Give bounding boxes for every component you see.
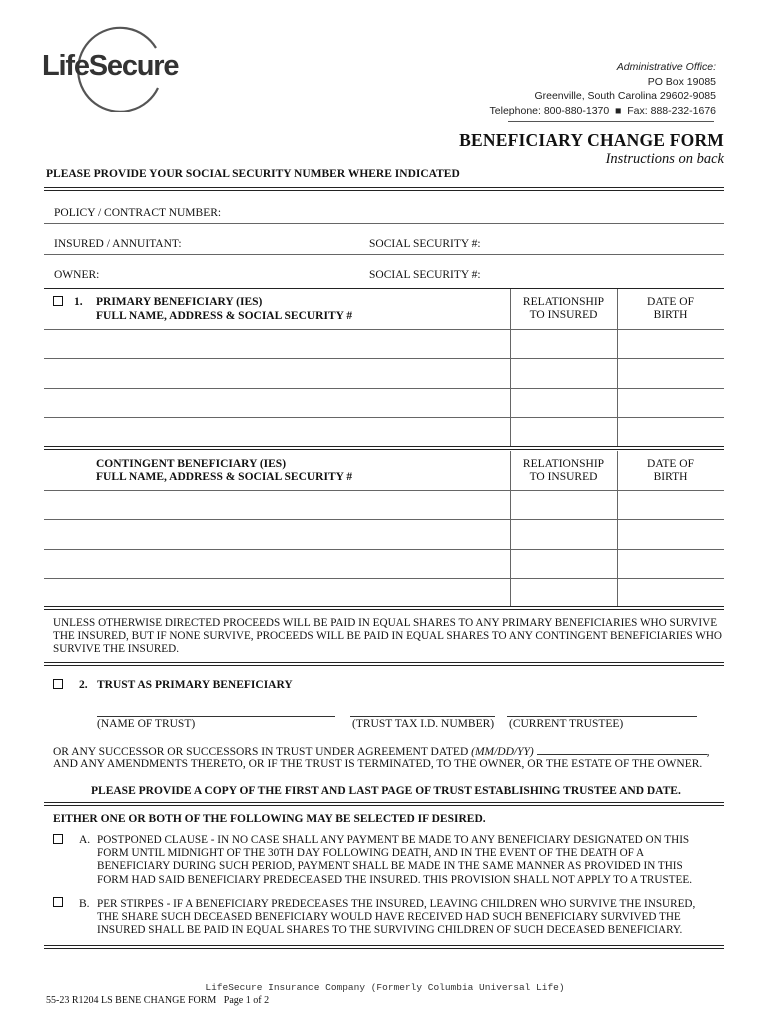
table-row[interactable] — [44, 519, 724, 520]
option-a-letter: A. — [79, 834, 91, 846]
table-row[interactable] — [44, 578, 724, 579]
page-number: Page 1 of 2 — [223, 995, 270, 1006]
section-divider — [44, 606, 724, 610]
policy-number-field[interactable] — [44, 223, 724, 224]
owner-label: OWNER: — [54, 269, 100, 281]
dob-line1: DATE OF — [647, 458, 694, 470]
form-code: 55-23 R1204 LS BENE CHANGE FORM — [46, 995, 217, 1006]
section-divider — [44, 187, 724, 191]
table-row[interactable] — [44, 549, 724, 550]
option-b-letter: B. — [79, 898, 90, 910]
table-column-divider — [617, 289, 618, 447]
primary-title: PRIMARY BENEFICIARY (IES) — [96, 296, 263, 308]
successor-line-2: AND ANY AMENDMENTS THERETO, OR IF THE TRUST IS TERMINATED, TO THE OWNER, OR THE ESTATE OF THE OWNER. — [53, 758, 703, 770]
agreement-date-field[interactable] — [537, 745, 707, 755]
trust-name-field[interactable] — [97, 716, 335, 717]
relationship-line2: TO INSURED — [529, 309, 598, 321]
contingent-dob-header — [617, 458, 724, 484]
primary-number: 1. — [74, 296, 83, 308]
company-logo — [42, 26, 192, 112]
per-stirpes-checkbox[interactable] — [53, 897, 63, 907]
fax: Fax: 888-232-1676 — [627, 104, 716, 117]
table-row[interactable] — [44, 490, 724, 491]
insured-label: INSURED / ANNUITANT: — [54, 238, 182, 250]
contingent-relationship-header — [510, 458, 617, 484]
trust-tax-id-field[interactable] — [350, 716, 495, 717]
trust-title: TRUST AS PRIMARY BENEFICIARY — [97, 679, 293, 691]
table-row[interactable] — [44, 329, 724, 330]
trust-number: 2. — [79, 679, 88, 691]
footer-company: LifeSecure Insurance Company (Formerly Columbia Universal Life) — [205, 982, 565, 993]
table-column-divider — [510, 451, 511, 606]
primary-dob-header — [617, 296, 724, 322]
successor-comma: , — [706, 746, 710, 758]
contingent-subtitle: FULL NAME, ADDRESS & SOCIAL SECURITY # — [96, 471, 353, 483]
table-row[interactable] — [44, 388, 724, 389]
current-trustee-field[interactable] — [507, 716, 697, 717]
primary-relationship-header — [510, 296, 617, 322]
po-box: PO Box 19085 — [647, 75, 716, 88]
office-label: Administrative Office: — [616, 61, 716, 73]
section-divider — [44, 446, 724, 450]
owner-ssn-label: SOCIAL SECURITY #: — [369, 269, 481, 281]
trust-checkbox[interactable] — [53, 679, 63, 689]
current-trustee-label: (CURRENT TRUSTEE) — [509, 718, 624, 730]
office-address — [490, 60, 716, 118]
separator-square-icon: ■ — [612, 104, 625, 117]
trust-name-label: (NAME OF TRUST) — [97, 718, 196, 730]
policy-number-label: POLICY / CONTRACT NUMBER: — [54, 207, 222, 219]
form-number — [46, 995, 269, 1006]
primary-beneficiary-checkbox[interactable] — [53, 296, 63, 306]
option-a-text: POSTPONED CLAUSE - IN NO CASE SHALL ANY PAYMENT BE MADE TO ANY BENEFICIARY DESIGNATED ON THIS FORM UNTIL MIDNIGHT OF THE 30TH DAY FOLLOWING DEATH, AND IN THE EVENT OF THE DEATH OF A BENEFICIARY DURING SUCH PERIOD, PAYMENT SHALL BE MADE IN THE SAME MANNER AS PROVIDED IN THIS FORM HAD SAID BENEFICIARY PREDECEASED THE INSURED. THIS PROVISION SHALL NOT APPLY TO A TRUSTEE. — [97, 834, 692, 886]
relationship-line1: RELATIONSHIP — [522, 296, 605, 308]
relationship-line2: TO INSURED — [529, 471, 598, 483]
option-b-text: PER STIRPES - IF A BENEFICIARY PREDECEASES THE INSURED, LEAVING CHILDREN WHO SURVIVE THE INSURED, THE SHARE SUCH DECEASED BENEFICIARY WOULD HAVE RECEIVED HAD SUCH BENEFICIARY SURVIVED THE INSURED SHALL BE PAID IN EQUAL SHARES TO THE SURVIVING CHILDREN OF SUCH DECEASED BENEFICIARY. — [97, 898, 696, 937]
ssn-instruction: PLEASE PROVIDE YOUR SOCIAL SECURITY NUMBER WHERE INDICATED — [46, 168, 460, 180]
proceeds-note: UNLESS OTHERWISE DIRECTED PROCEEDS WILL BE PAID IN EQUAL SHARES TO ANY PRIMARY BENEFICIARIES WHO SURVIVE THE INSURED, BUT IF NONE SURVIVE, PROCEEDS WILL BE PAID IN EQUAL SHARES TO ANY CONTINGENT BENEFICIARIES WHO SURVIVE THE INSURED. — [53, 617, 723, 656]
office-city: Greenville, South Carolina 29602-9085 — [534, 90, 716, 102]
table-row[interactable] — [44, 358, 724, 359]
primary-subtitle: FULL NAME, ADDRESS & SOCIAL SECURITY # — [96, 310, 353, 322]
dob-line2: BIRTH — [653, 471, 688, 483]
date-format-hint: (MM/DD/YY) — [471, 746, 534, 758]
successor-line — [53, 745, 710, 759]
postponed-clause-checkbox[interactable] — [53, 834, 63, 844]
contingent-title: CONTINGENT BENEFICIARY (IES) — [96, 458, 287, 470]
insured-field[interactable] — [44, 254, 724, 255]
form-subtitle: Instructions on back — [605, 151, 724, 167]
table-row[interactable] — [44, 417, 724, 418]
insured-ssn-label: SOCIAL SECURITY #: — [369, 238, 481, 250]
successor-text: OR ANY SUCCESSOR OR SUCCESSORS IN TRUST UNDER AGREEMENT DATED — [53, 746, 469, 758]
phone: Telephone: 800-880-1370 — [489, 104, 610, 117]
trust-copy-note: PLEASE PROVIDE A COPY OF THE FIRST AND LAST PAGE OF TRUST ESTABLISHING TRUSTEE AND DATE. — [91, 785, 681, 797]
dob-line1: DATE OF — [647, 296, 694, 308]
table-column-divider — [510, 289, 511, 447]
dob-line2: BIRTH — [653, 309, 688, 321]
section-divider — [44, 662, 724, 666]
section-divider — [44, 802, 724, 806]
form-title: BENEFICIARY CHANGE FORM — [459, 130, 724, 150]
table-column-divider — [617, 451, 618, 606]
contact-line — [490, 104, 716, 119]
address-rule — [508, 121, 714, 122]
trust-tax-id-label: (TRUST TAX I.D. NUMBER) — [352, 718, 495, 730]
relationship-line1: RELATIONSHIP — [522, 458, 605, 470]
options-heading: EITHER ONE OR BOTH OF THE FOLLOWING MAY BE SELECTED IF DESIRED. — [53, 813, 486, 825]
logo-text: LifeSecure — [42, 50, 179, 82]
section-divider — [44, 945, 724, 949]
owner-field[interactable] — [44, 288, 724, 289]
